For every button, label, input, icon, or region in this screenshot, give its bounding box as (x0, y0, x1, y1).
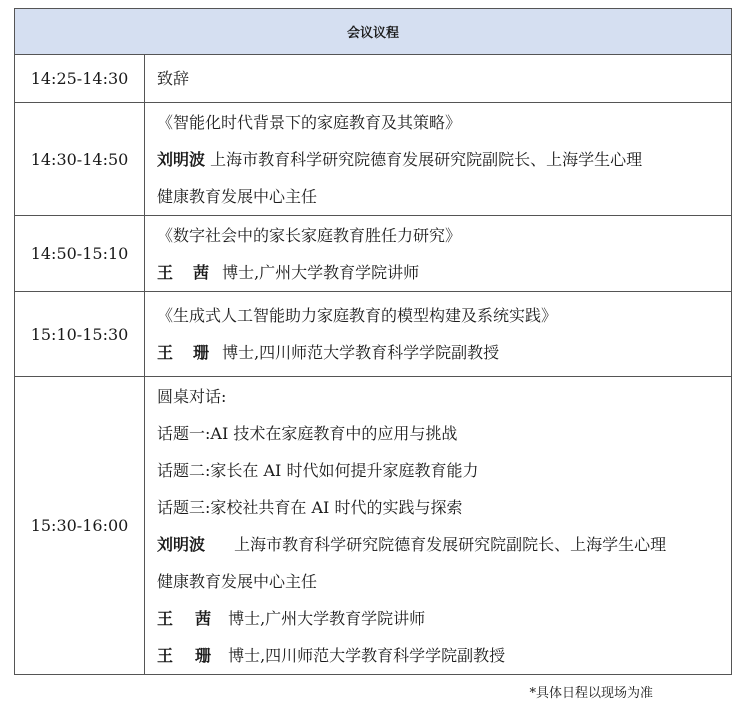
speaker-line (157, 637, 731, 674)
roundtable-label: 圆桌对话: (157, 386, 227, 406)
session-text: 致辞 (157, 69, 190, 88)
speaker-name: 王珊 (157, 343, 230, 362)
session-content (145, 103, 732, 216)
time-slot: 15:10-15:30 (15, 292, 145, 377)
session-content (145, 216, 732, 292)
speaker-desc-cont: 健康教育发展中心主任 (157, 571, 318, 591)
time-slot: 14:25-14:30 (15, 55, 145, 103)
time-slot: 15:30-16:00 (15, 377, 145, 675)
speaker-line (157, 141, 731, 178)
topic-item: 话题二:家长在 AI 时代如何提升家庭教育能力 (157, 460, 479, 480)
session-content (145, 377, 732, 675)
session-content (145, 292, 732, 377)
schedule-note: *具体日程以现场为准 (529, 686, 653, 701)
speaker-desc: 博士,四川师范大学教育科学学院副教授 (228, 645, 506, 665)
table-row (15, 377, 732, 675)
table-row (15, 55, 732, 103)
topic-item: 话题三:家校社共育在 AI 时代的实践与探索 (157, 497, 463, 517)
table-row (15, 216, 732, 292)
topic-item: 话题一:AI 技术在家庭教育中的应用与挑战 (157, 423, 458, 443)
speaker-line (157, 254, 731, 291)
speaker-name: 刘明波 (157, 149, 206, 169)
speaker-name: 王珊 (157, 645, 234, 665)
talk-title: 《数字社会中的家长家庭教育胜任力研究》 (157, 225, 462, 245)
table-row (15, 292, 732, 377)
agenda-title: 会议议程 (15, 9, 732, 55)
session-content (145, 55, 732, 103)
speaker-line (157, 526, 731, 563)
speaker-desc-cont: 健康教育发展中心主任 (157, 186, 318, 206)
time-slot: 14:50-15:10 (15, 216, 145, 292)
speaker-desc: 上海市教育科学研究院德育发展研究院副院长、上海学生心理 (210, 149, 643, 169)
speaker-name: 刘明波 (157, 534, 206, 554)
speaker-desc: 博士,广州大学教育学院讲师 (222, 262, 420, 282)
speaker-line (157, 334, 731, 371)
agenda-table (14, 8, 732, 675)
speaker-desc: 博士,广州大学教育学院讲师 (228, 608, 426, 628)
speaker-desc: 博士,四川师范大学教育科学学院副教授 (222, 343, 500, 362)
speaker-desc: 上海市教育科学研究院德育发展研究院副院长、上海学生心理 (234, 534, 667, 554)
speaker-name: 王茜 (157, 262, 230, 282)
time-slot: 14:30-14:50 (15, 103, 145, 216)
talk-title: 《生成式人工智能助力家庭教育的模型构建及系统实践》 (157, 306, 558, 325)
table-row (15, 103, 732, 216)
talk-title: 《智能化时代背景下的家庭教育及其策略》 (157, 112, 462, 132)
speaker-name: 王茜 (157, 608, 234, 628)
speaker-line (157, 600, 731, 637)
